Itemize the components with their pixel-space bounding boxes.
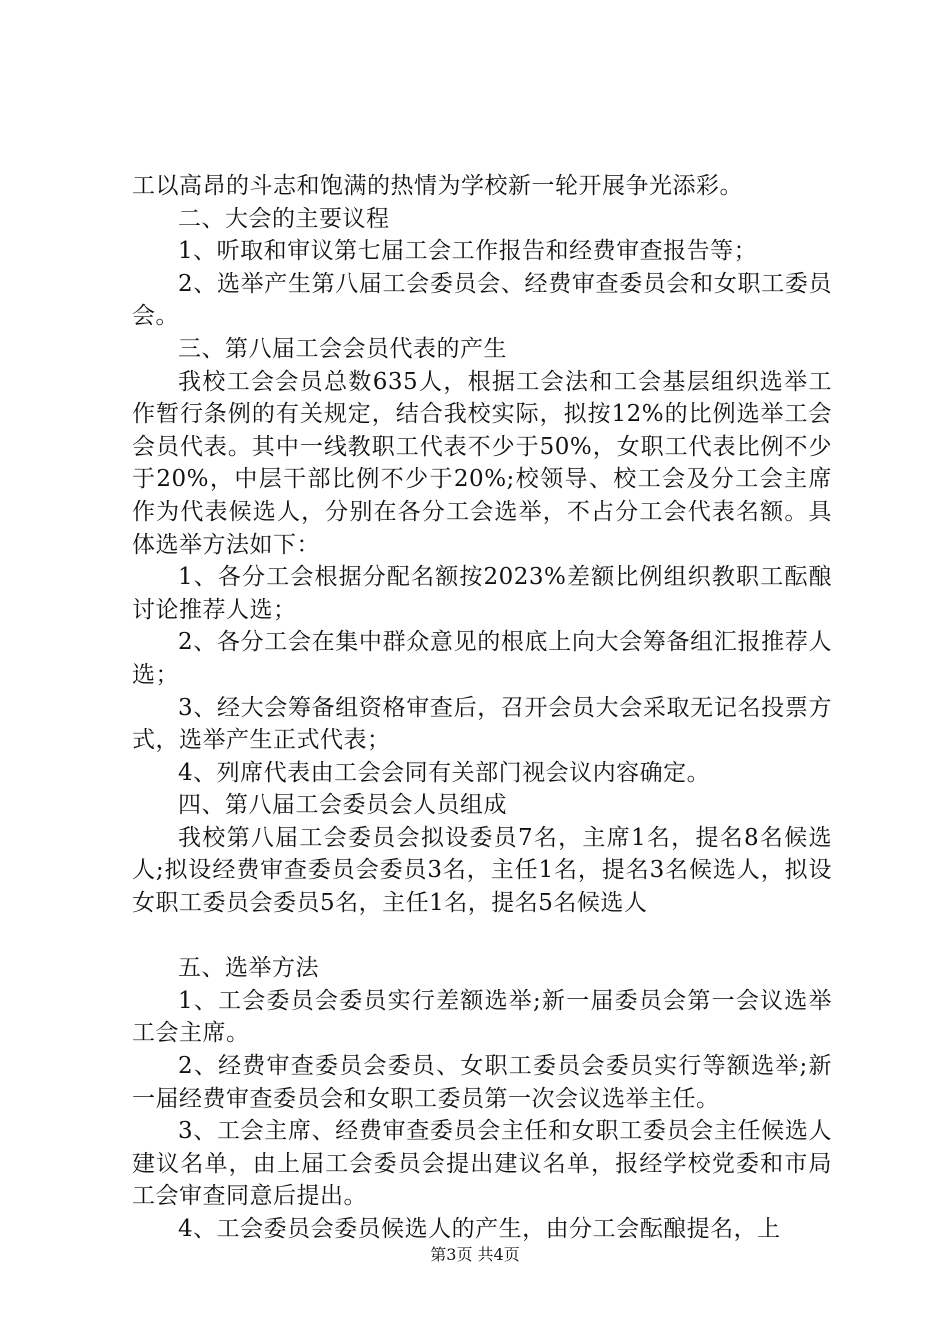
election-item-4: 4、工会委员会委员候选人的产生，由分工会酝酿提名，上	[178, 1216, 781, 1242]
election-item-3: 3、工会主席、经费审查委员会主任和女职工委员会主任候选人建议名单，由上届工会委员会提出建议名单，报经学校党委和市局工会审查同意后提出。	[132, 1118, 832, 1210]
delegates-step-4: 4、列席代表由工会会同有关部门视会议内容确定。	[178, 759, 711, 786]
section-heading-agenda: 二、大会的主要议程	[178, 205, 390, 232]
section-heading-delegates: 三、第八届工会会员代表的产生	[178, 335, 507, 362]
delegates-step-3: 3、经大会筹备组资格审查后，召开会员大会采取无记名投票方式，选举产生正式代表；	[132, 694, 832, 754]
agenda-item-1: 1、听取和审议第七届工会工作报告和经费审查报告等；	[178, 238, 758, 265]
delegates-step-2: 2、各分工会在集中群众意见的根底上向大会筹备组汇报推荐人选；	[132, 629, 832, 688]
agenda-item-2: 2、选举产生第八届工会委员会、经费审查委员会和女职工委员会。	[132, 270, 832, 330]
document-body	[132, 170, 832, 1246]
section-heading-election: 五、选举方法	[178, 955, 319, 982]
section-heading-committee: 四、第八届工会委员会人员组成	[178, 792, 507, 819]
committee-paragraph: 我校第八届工会委员会拟设委员7名，主席1名，提名8名候选人;拟设经费审查委员会委员3名，主任1名，提名3名候选人，拟设女职工委员会委员5名，主任1名，提名5名候选人	[132, 824, 832, 917]
paragraph-continuation: 工以高昂的斗志和饱满的热情为学校新一轮开展争光添彩。	[132, 173, 743, 199]
page-number-footer: 第3页 共4页	[430, 1245, 520, 1264]
delegates-paragraph: 我校工会会员总数635人，根据工会法和工会基层组织选举工作暂行条例的有关规定，结合我校实际，拟按12%的比例选举工会会员代表。其中一线教职工代表不少于50%，女职工代表比例不少于20%，中层干部比例不少于20%;校领导、校工会及分工会主席作为代表候选人，分别在各分工会选举，不占分工会代表名额。具体选举方法如下：	[132, 368, 832, 558]
election-item-1: 1、工会委员会委员实行差额选举;新一届委员会第一会议选举工会主席。	[132, 987, 832, 1047]
delegates-step-1: 1、各分工会根据分配名额按2023%差额比例组织教职工酝酿讨论推荐人选；	[132, 564, 832, 623]
blank-line	[132, 920, 832, 953]
election-item-2: 2、经费审查委员会委员、女职工委员会委员实行等额选举;新一届经费审查委员会和女职工委员第一次会议选举主任。	[132, 1053, 832, 1112]
